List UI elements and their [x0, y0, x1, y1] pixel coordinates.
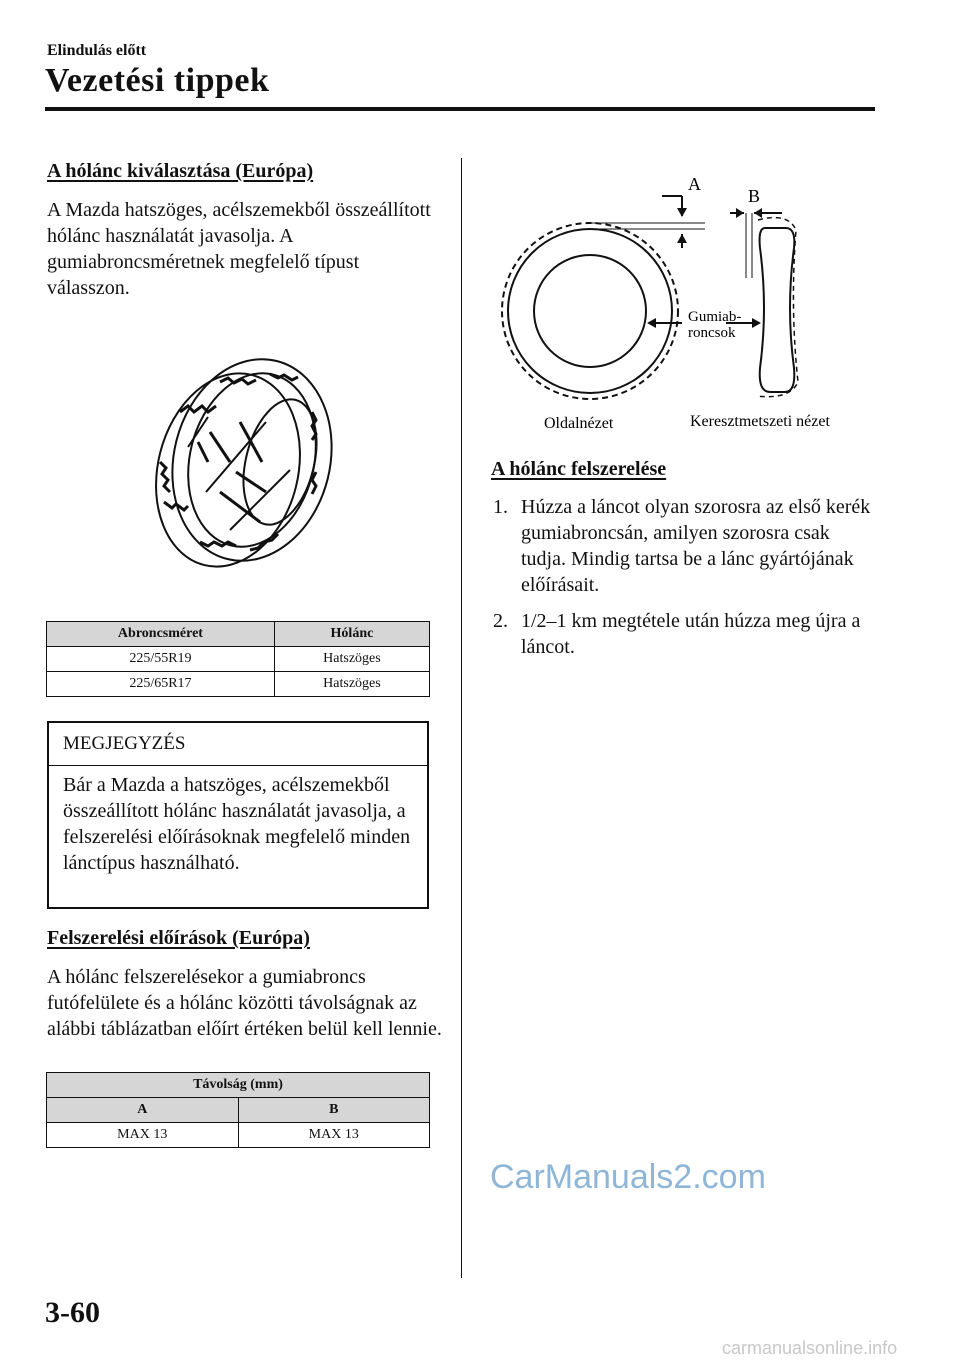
diagram-label-tire-1: Gumiab-: [688, 309, 742, 325]
tire-clearance-diagram: [490, 168, 870, 438]
heading-installation-specs: Felszerelési előírások (Európa): [47, 927, 310, 949]
heading-chain-selection: A hólánc kiválasztása (Európa): [47, 160, 314, 182]
note-box: [47, 721, 429, 909]
caption-cross-section: Keresztmetszeti nézet: [690, 413, 830, 430]
step-text: 1/2–1 km megtétele után húzza meg újra a láncot.: [521, 610, 861, 658]
step-number: 1.: [493, 496, 508, 518]
paragraph-installation-specs: A hólánc felszerelésekor a gumiabroncs futófelülete és a hólánc közötti távolságnak az alábbi táblázatban előírt értéken belül kell lennie.: [47, 966, 442, 1040]
watermark: CarManuals2.com: [490, 1158, 766, 1196]
table-cell: Hatszöges: [274, 647, 429, 672]
note-body: Bár a Mazda a hatszöges, acélszemekből összeállított hólánc használatát javasolja, a felszerelési előírásoknak megfelelő minden lánctípus használható.: [63, 774, 411, 874]
table-cell: MAX 13: [47, 1123, 239, 1148]
list-item: [493, 608, 873, 660]
table-cell: 225/55R19: [47, 647, 275, 672]
title-rule: [45, 107, 875, 111]
paragraph-chain-selection: A Mazda hatszöges, acélszemekből összeállított hólánc használatát javasolja. A gumiabroncsméretnek megfelelő típust válasszon.: [47, 199, 431, 299]
table-row: [47, 1123, 430, 1148]
section-label: Elindulás előtt: [47, 42, 147, 59]
table-cell: MAX 13: [238, 1123, 430, 1148]
list-item: [493, 494, 873, 598]
table-cell: Hatszöges: [274, 672, 429, 697]
page-number: 3-60: [45, 1296, 100, 1329]
clearance-table: [46, 1072, 430, 1148]
footer-url: carmanualsonline.info: [722, 1338, 898, 1358]
tire-size-table: [46, 621, 430, 697]
heading-chain-installation: A hólánc felszerelése: [491, 458, 667, 480]
table-header-a: A: [47, 1098, 239, 1123]
note-title: MEGJEGYZÉS: [49, 723, 427, 766]
diagram-label-b: B: [748, 186, 761, 206]
table-row: [47, 647, 430, 672]
installation-steps: [493, 494, 873, 670]
page-title: Vezetési tippek: [45, 62, 270, 99]
table-header-tire-size: Abroncsméret: [47, 622, 275, 647]
table-row: [47, 672, 430, 697]
table-header-b: B: [238, 1098, 430, 1123]
diagram-label-a: A: [688, 174, 701, 194]
table-cell: 225/65R17: [47, 672, 275, 697]
snow-chain-illustration: [140, 352, 340, 574]
caption-side-view: Oldalnézet: [544, 415, 614, 432]
diagram-label-tire-2: roncsok: [688, 325, 736, 341]
column-divider: [461, 158, 462, 1278]
table-title-clearance: Távolság (mm): [47, 1073, 430, 1098]
step-text: Húzza a láncot olyan szorosra az első kerék gumiabroncsán, amilyen szorosra csak tudja. Mindig tartsa be a lánc gyártójának előírásait.: [521, 496, 871, 596]
step-number: 2.: [493, 610, 508, 632]
table-header-snow-chain: Hólánc: [274, 622, 429, 647]
